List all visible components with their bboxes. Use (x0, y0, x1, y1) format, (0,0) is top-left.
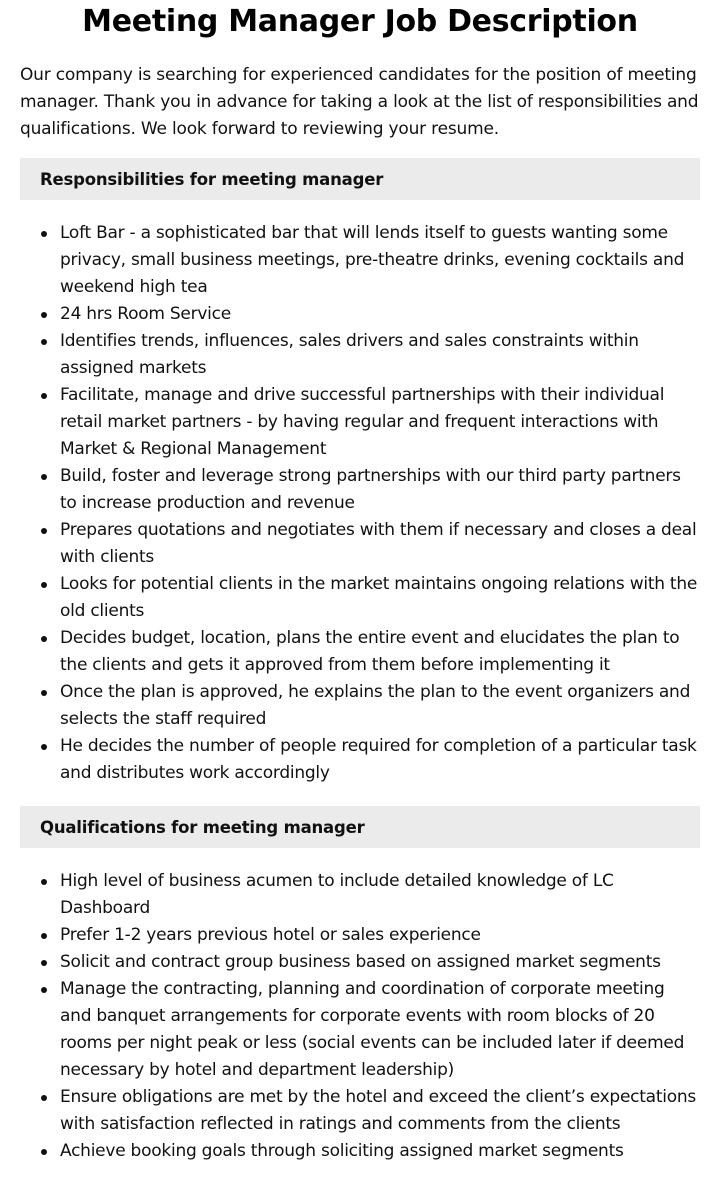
list-item: Looks for potential clients in the market maintains ongoing relations with the old clients (60, 571, 700, 625)
list-item: Identifies trends, influences, sales drivers and sales constraints within assigned markets (60, 328, 700, 382)
intro-paragraph: Our company is searching for experienced candidates for the position of meeting manager. Thank you in advance for taking a look at the list of responsibilities and qualifications. We look forward to reviewing your resume. (20, 65, 699, 139)
list-item: Build, foster and leverage strong partnerships with our third party partners to increase production and revenue (60, 463, 700, 517)
list-item: Loft Bar - a sophisticated bar that will lends itself to guests wanting some privacy, small business meetings, pre-theatre drinks, evening cocktails and weekend high tea (60, 220, 700, 301)
responsibilities-list (20, 220, 700, 787)
qualifications-list (20, 868, 700, 1165)
list-item: Ensure obligations are met by the hotel and exceed the client’s expectations with satisfaction reflected in ratings and comments from the clients (60, 1084, 700, 1138)
page-title: Meeting Manager Job Description (82, 4, 638, 39)
list-item: Once the plan is approved, he explains the plan to the event organizers and selects the staff required (60, 679, 700, 733)
list-item: 24 hrs Room Service (60, 301, 700, 328)
list-item: Manage the contracting, planning and coordination of corporate meeting and banquet arrangements for corporate events with room blocks of 20 rooms per night peak or less (social events can be included later if deemed necessary by hotel and department leadership) (60, 976, 700, 1084)
list-item: Prefer 1-2 years previous hotel or sales experience (60, 922, 700, 949)
list-item: Achieve booking goals through soliciting assigned market segments (60, 1138, 700, 1165)
qualifications-heading: Qualifications for meeting manager (20, 806, 700, 848)
list-item: Facilitate, manage and drive successful partnerships with their individual retail market partners - by having regular and frequent interactions with Market & Regional Management (60, 382, 700, 463)
list-item: Decides budget, location, plans the entire event and elucidates the plan to the clients and gets it approved from them before implementing it (60, 625, 700, 679)
list-item: High level of business acumen to include detailed knowledge of LC Dashboard (60, 868, 700, 922)
responsibilities-heading: Responsibilities for meeting manager (20, 158, 700, 200)
list-item: Solicit and contract group business based on assigned market segments (60, 949, 700, 976)
list-item: He decides the number of people required for completion of a particular task and distributes work accordingly (60, 733, 700, 787)
list-item: Prepares quotations and negotiates with them if necessary and closes a deal with clients (60, 517, 700, 571)
